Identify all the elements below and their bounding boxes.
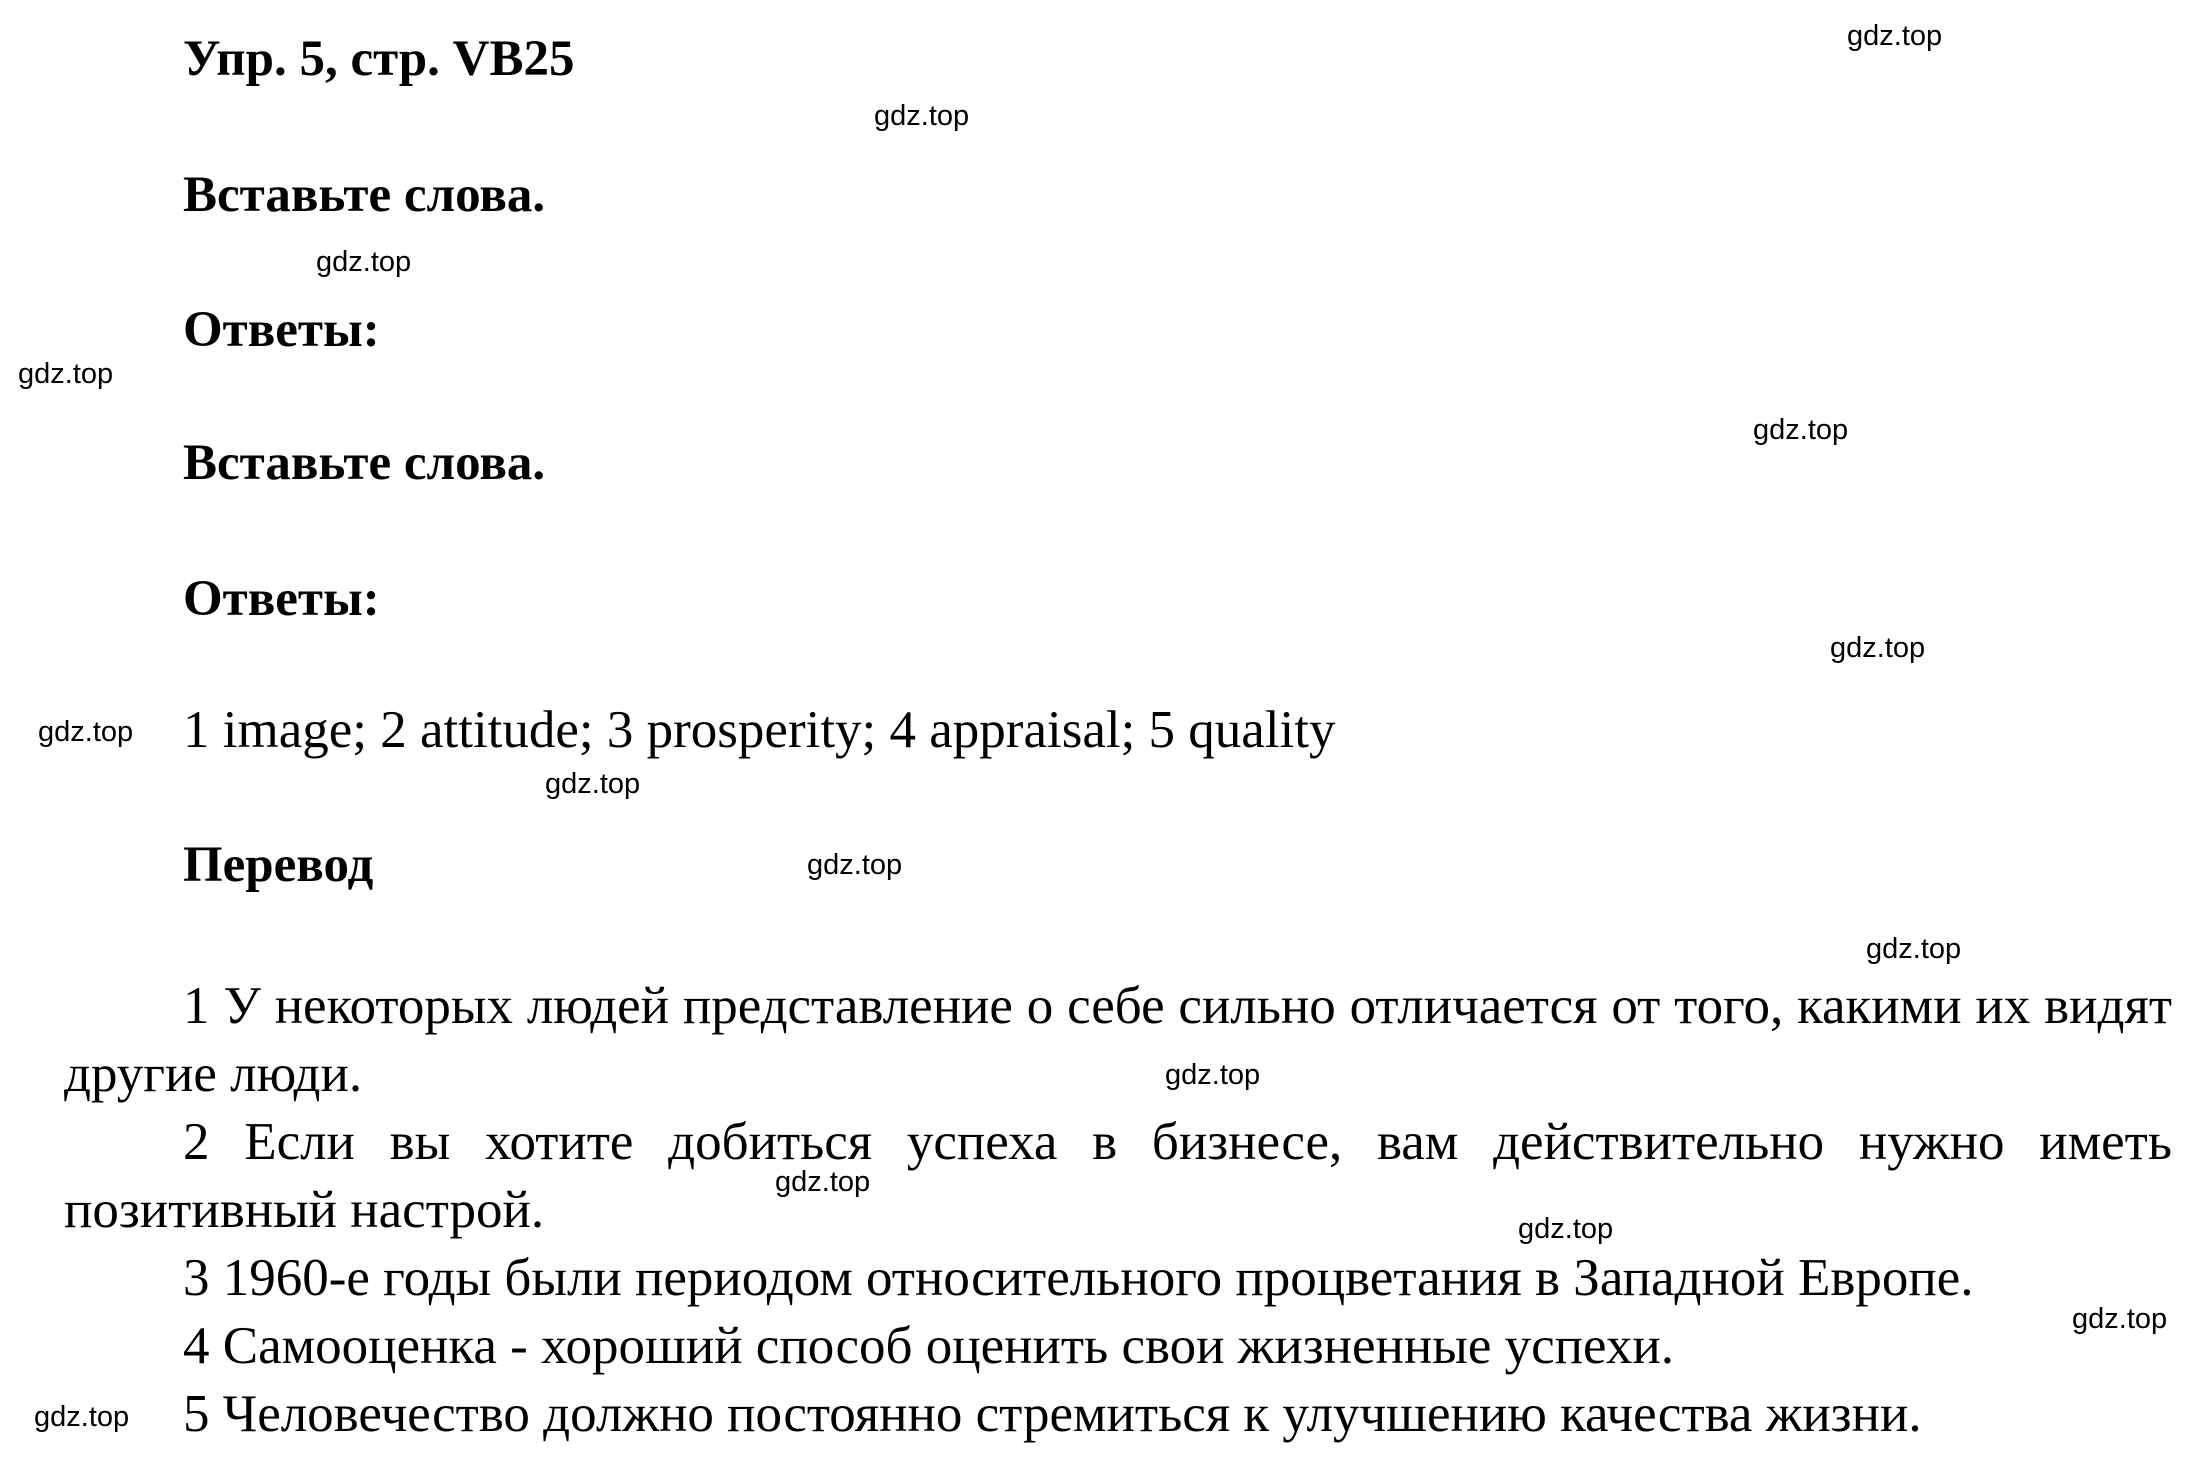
watermark: gdz.top (775, 1166, 871, 1198)
watermark: gdz.top (18, 358, 114, 390)
translation-list (64, 972, 2172, 1448)
watermark: gdz.top (1753, 414, 1849, 446)
watermark: gdz.top (34, 1401, 130, 1433)
watermark: gdz.top (316, 246, 412, 278)
watermark: gdz.top (874, 100, 970, 132)
translation-item: 2 Если вы хотите добиться успеха в бизнесе, вам действительно нужно иметь позитивный настрой. (64, 1113, 2172, 1239)
watermark: gdz.top (807, 849, 903, 881)
watermark: gdz.top (1866, 933, 1962, 965)
watermark: gdz.top (38, 716, 134, 748)
watermark: gdz.top (2072, 1303, 2168, 1335)
watermark: gdz.top (1518, 1213, 1614, 1245)
answers-heading-2: Ответы: (183, 571, 380, 627)
translation-item: 1 У некоторых людей представление о себе сильно отличается от того, какими их видят другие люди. (64, 977, 2172, 1103)
watermark: gdz.top (1830, 632, 1926, 664)
watermark: gdz.top (1165, 1059, 1261, 1091)
instruction-heading-1: Вставьте слова. (183, 167, 546, 223)
exercise-title: Упр. 5, стр. VB25 (183, 31, 575, 87)
translation-item: 5 Человечество должно постоянно стремиться к улучшению качества жизни. (183, 1385, 1922, 1443)
watermark: gdz.top (545, 768, 641, 800)
answer-line: 1 image; 2 attitude; 3 prosperity; 4 appraisal; 5 quality (183, 701, 1336, 759)
watermark: gdz.top (1847, 20, 1943, 52)
translation-item: 4 Самооценка - хороший способ оценить свои жизненные успехи. (183, 1317, 1674, 1375)
answers-heading-1: Ответы: (183, 302, 380, 358)
translation-item: 3 1960-е годы были периодом относительного процветания в Западной Европе. (183, 1249, 1974, 1307)
instruction-heading-2: Вставьте слова. (183, 435, 546, 491)
translation-heading: Перевод (183, 837, 374, 893)
